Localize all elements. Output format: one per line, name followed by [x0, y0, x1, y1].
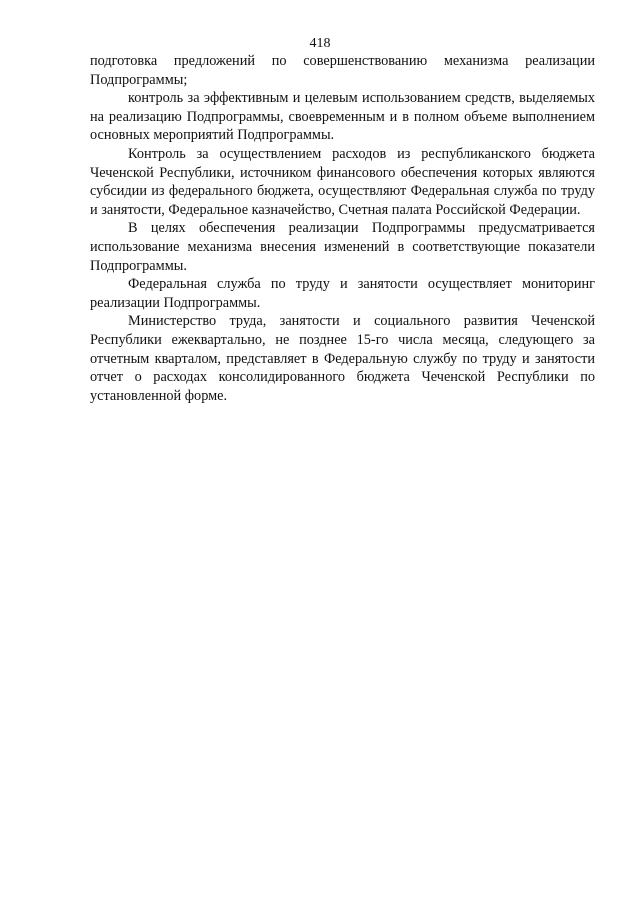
paragraph-quarterly-report: Министерство труда, занятости и социального развития Чеченской Республики ежеквартально, не позднее 15-го числа месяца, следующего за отчетным кварталом, представляет в Федеральную службу по труду и занятости отчет о расходах консолидированного бюджета Чеченской Республики по установленной форме.: [90, 313, 595, 404]
paragraph-expense-control: Контроль за осуществлением расходов из республиканского бюджета Чеченской Республики, источником финансового обеспечения которых являются субсидии из федерального бюджета, осуществляют Федеральная служба по труду и занятости, Федеральное казначейство, Счетная палата Российской Федерации.: [90, 145, 595, 218]
paragraph-change-mechanism: В целях обеспечения реализации Подпрограммы предусматривается использование механизма внесения изменений в соответствующие показатели Подпрограммы.: [90, 220, 595, 274]
page-number: 418: [309, 36, 331, 51]
paragraph-control-funds: контроль за эффективным и целевым использованием средств, выделяемых на реализацию Подпрограммы, своевременным и в полном объеме выполнением основных мероприятий Подпрограммы.: [90, 90, 595, 144]
paragraph-monitoring: Федеральная служба по труду и занятости осуществляет мониторинг реализации Подпрограммы.: [90, 276, 595, 311]
paragraph-proposals: подготовка предложений по совершенствованию механизма реализации Подпрограммы;: [90, 53, 595, 88]
document-body: [90, 52, 595, 405]
